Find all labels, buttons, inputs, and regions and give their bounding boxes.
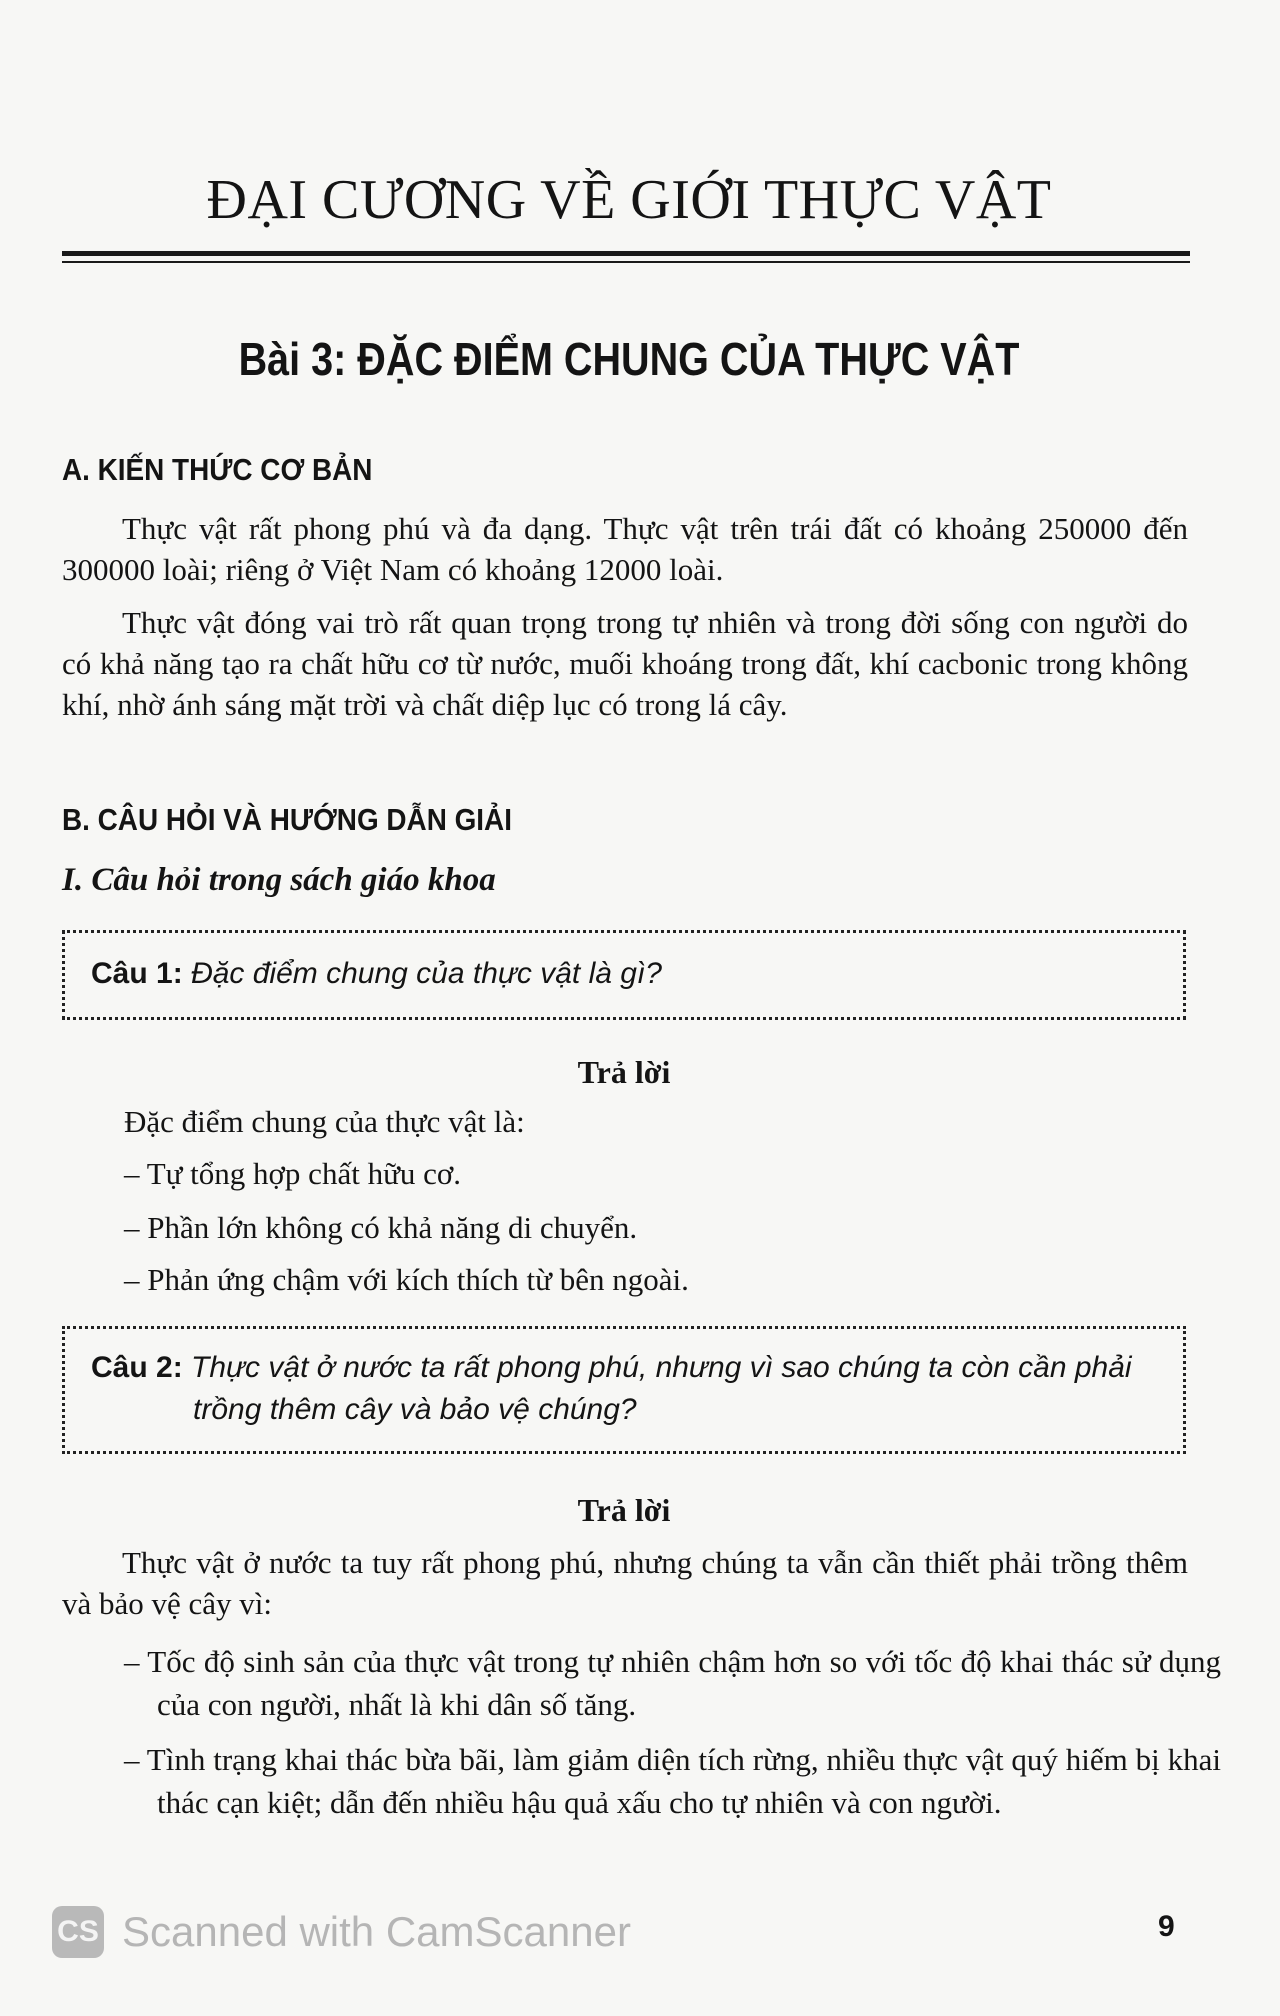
answer-2-bullet-1: – Tốc độ sinh sản của thực vật trong tự nhiên chậm hơn so với tốc độ khai thác sử dụng của con người, nhất là khi dân số tăng. (124, 1644, 1221, 1722)
watermark-text: Scanned with CamScanner (122, 1908, 631, 1955)
question-1-text: Đặc điểm chung của thực vật là gì? (191, 957, 662, 990)
answer-1-bullet-3: – Phản ứng chậm với kích thích từ bên ngoài. (124, 1262, 689, 1297)
lesson-title: Bài 3: ĐẶC ĐIỂM CHUNG CỦA THỰC VẬT (238, 333, 1020, 385)
title-rule-thick (62, 251, 1190, 256)
page-number: 9 (1158, 1910, 1175, 1943)
question-2-label: Câu 2: (91, 1351, 183, 1384)
question-1-label: Câu 1: (91, 957, 183, 990)
answer-1-heading: Trả lời (577, 1054, 671, 1090)
answer-1-bullet-2: – Phần lớn không có khả năng di chuyển. (124, 1210, 638, 1245)
camscanner-watermark (52, 1902, 631, 1962)
answer-2-bullet-2: – Tình trạng khai thác bừa bãi, làm giảm diện tích rừng, nhiều thực vật quý hiếm bị khai thác cạn kiệt; dẫn đến nhiều hậu quả xấu cho tự nhiên và con người. (124, 1742, 1221, 1820)
section-b-heading: B. CÂU HỎI VÀ HƯỚNG DẪN GIẢI (62, 802, 512, 837)
section-a-paragraph-2: Thực vật đóng vai trò rất quan trọng trong tự nhiên và trong đời sống con người do có khả năng tạo ra chất hữu cơ từ nước, muối khoáng trong đất, khí cacbonic trong không khí, nhờ ánh sáng mặt trời và chất diệp lục có trong lá cây. (62, 605, 1188, 722)
answer-2-intro: Thực vật ở nước ta tuy rất phong phú, nhưng chúng ta vẫn cần thiết phải trồng thêm và bảo vệ cây vì: (62, 1545, 1188, 1621)
answer-1-intro: Đặc điểm chung của thực vật là: (124, 1104, 525, 1139)
section-a-paragraph-1: Thực vật rất phong phú và đa dạng. Thực vật trên trái đất có khoảng 250000 đến 300000 loài; riêng ở Việt Nam có khoảng 12000 loài. (62, 511, 1188, 587)
answer-2-heading: Trả lời (577, 1492, 671, 1528)
camscanner-logo-icon: CS (52, 1906, 104, 1958)
question-2-text: Thực vật ở nước ta rất phong phú, nhưng vì sao chúng ta còn cần phải trồng thêm cây và bảo vệ chúng? (191, 1351, 1132, 1426)
title-rule-thin (62, 261, 1190, 263)
section-a-heading: A. KIẾN THỨC CƠ BẢN (62, 452, 373, 487)
question-2-box (62, 1326, 1186, 1454)
textbook-questions-subheading: I. Câu hỏi trong sách giáo khoa (62, 862, 496, 898)
chapter-title: ĐẠI CƯƠNG VỀ GIỚI THỰC VẬT (206, 169, 1052, 231)
answer-1-bullet-1: – Tự tổng hợp chất hữu cơ. (124, 1156, 462, 1191)
question-1-box (62, 930, 1186, 1020)
